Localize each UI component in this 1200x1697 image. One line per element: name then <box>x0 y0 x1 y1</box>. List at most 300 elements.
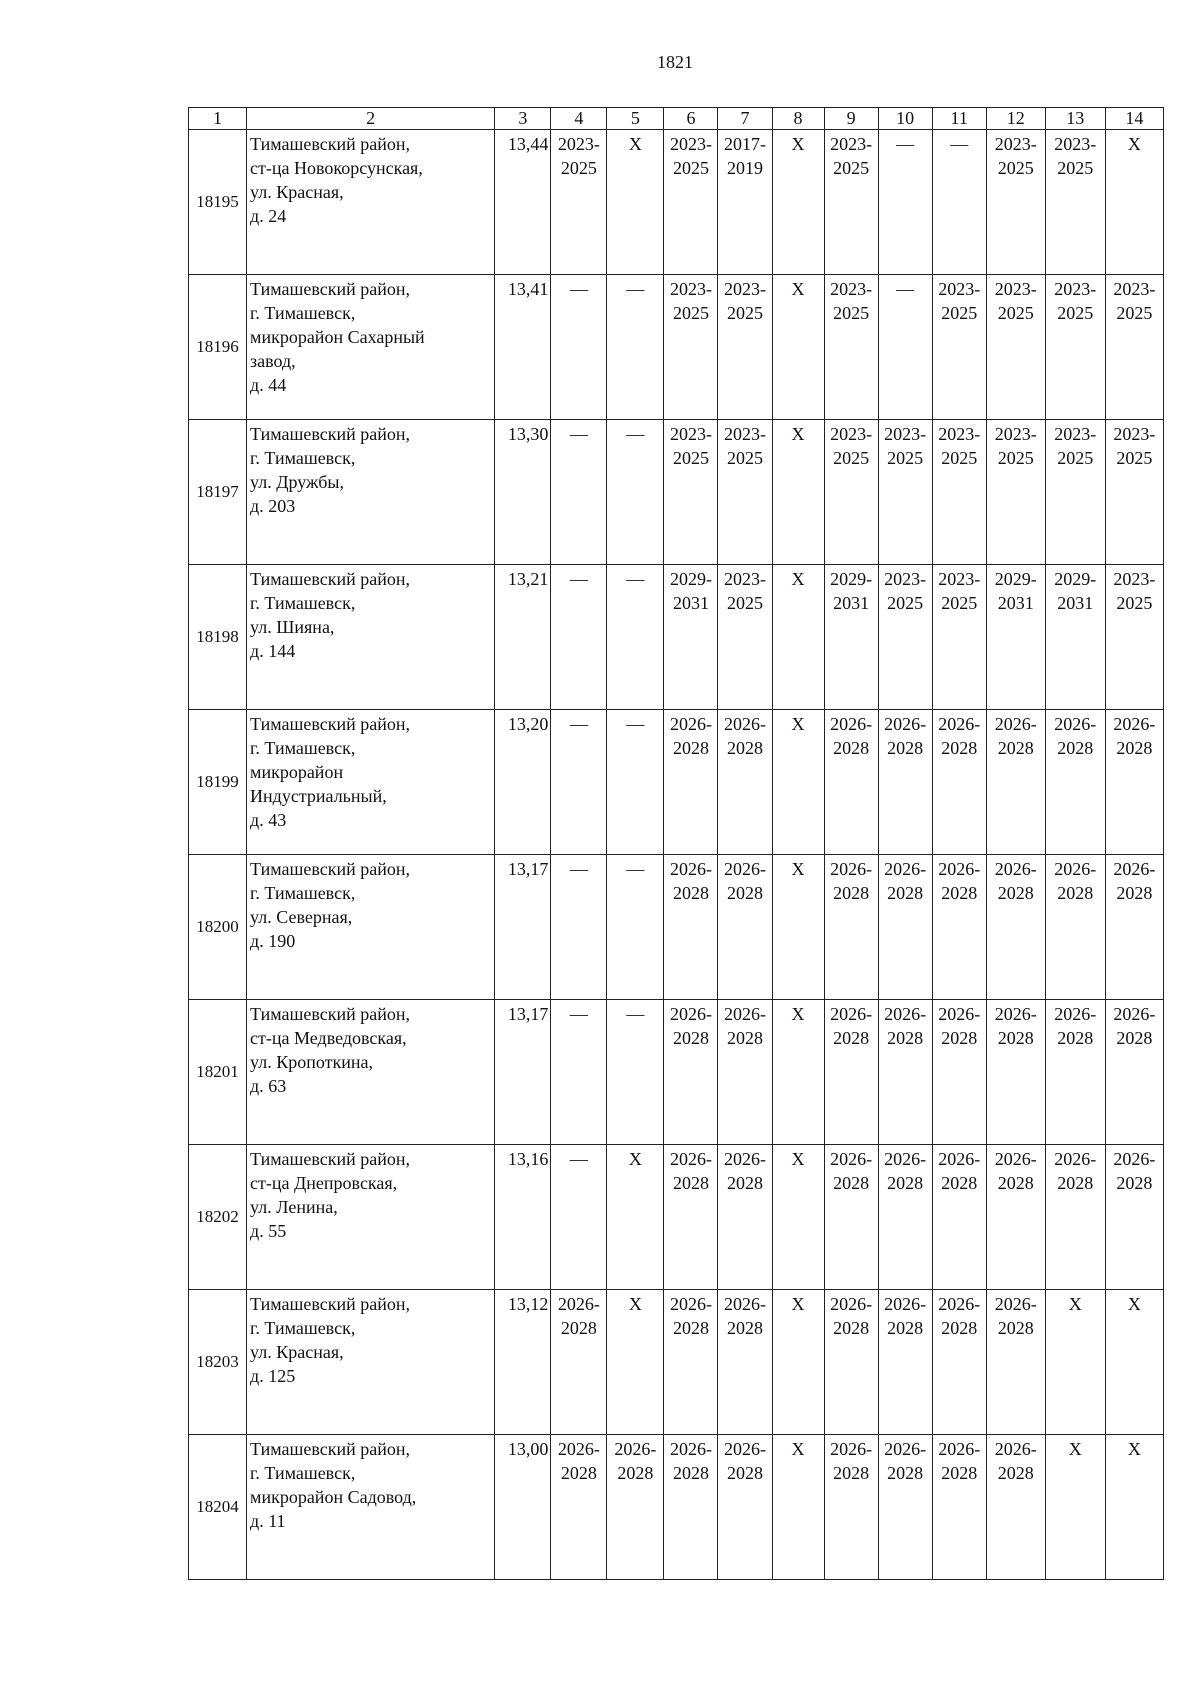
cell-line: 2023- <box>830 134 873 154</box>
cell-line: 2023- <box>669 424 712 444</box>
cell-line: 2028 <box>887 883 924 903</box>
period-cell <box>878 710 932 855</box>
period-cell <box>607 855 664 1000</box>
table-row <box>189 710 1164 855</box>
address-line: ул. Дружбы, <box>250 472 344 492</box>
period-cell <box>664 565 718 710</box>
period-cell <box>772 420 824 565</box>
address-line: д. 44 <box>250 375 287 395</box>
period-cell <box>986 1435 1045 1580</box>
cell-line: 2031 <box>997 593 1034 613</box>
cell-line: 2031 <box>672 593 709 613</box>
period-cell <box>824 1145 878 1290</box>
period-cell <box>1105 1145 1163 1290</box>
cell-line: 2023- <box>1113 279 1156 299</box>
cell-line: 2031 <box>833 593 870 613</box>
address-line: д. 24 <box>250 206 287 226</box>
period-cell <box>1105 275 1163 420</box>
cell-line: 2028 <box>1057 738 1094 758</box>
period-cell <box>607 130 664 275</box>
period-cell <box>607 1145 664 1290</box>
period-cell <box>878 1145 932 1290</box>
column-header: 1 <box>189 108 247 130</box>
cell-line: 2026- <box>884 1004 927 1024</box>
cell-line: — <box>569 569 588 589</box>
cell-line: 2028 <box>1116 1028 1153 1048</box>
period-cell <box>878 1290 932 1435</box>
cell-line: 2026- <box>884 1149 927 1169</box>
cell-line: 2028 <box>672 738 709 758</box>
period-cell <box>1045 1000 1105 1145</box>
address-line: г. Тимашевск, <box>250 1318 356 1338</box>
cell-line: 2023- <box>938 424 981 444</box>
period-cell <box>1105 1290 1163 1435</box>
cell-line: 2028 <box>833 1028 870 1048</box>
cell-line: — <box>569 1149 588 1169</box>
cell-line: 2026- <box>884 859 927 879</box>
cell-line: 2026- <box>830 1294 873 1314</box>
value-cell: 13,17 <box>495 855 551 1000</box>
period-cell <box>551 1435 607 1580</box>
period-cell <box>986 855 1045 1000</box>
value-cell: 13,17 <box>495 1000 551 1145</box>
address-line: микрорайон Сахарный <box>250 327 425 347</box>
cell-line: 2026- <box>830 714 873 734</box>
cell-line: Х <box>791 569 805 589</box>
cell-line: 2025 <box>997 158 1034 178</box>
address-line: Тимашевский район, <box>250 1294 410 1314</box>
address-line: ст-ца Медведовская, <box>250 1028 407 1048</box>
address-cell <box>247 1145 495 1290</box>
column-header: 4 <box>551 108 607 130</box>
period-cell <box>664 130 718 275</box>
cell-line: 2025 <box>833 448 870 468</box>
cell-line: 2028 <box>833 1318 870 1338</box>
cell-line: — <box>569 424 588 444</box>
column-number-row <box>189 108 1164 130</box>
cell-line: 2025 <box>941 303 978 323</box>
cell-line: 2028 <box>560 1318 597 1338</box>
period-cell <box>1045 1435 1105 1580</box>
cell-line: 2028 <box>887 1028 924 1048</box>
address-cell <box>247 275 495 420</box>
cell-line: Х <box>628 1294 642 1314</box>
address-line: г. Тимашевск, <box>250 738 356 758</box>
address-line: ул. Ленина, <box>250 1197 338 1217</box>
period-cell <box>986 275 1045 420</box>
period-cell <box>986 1290 1045 1435</box>
cell-line: 2025 <box>727 448 763 468</box>
cell-line: 2028 <box>941 1463 978 1483</box>
period-cell <box>824 1435 878 1580</box>
column-header: 9 <box>824 108 878 130</box>
period-cell <box>1105 565 1163 710</box>
cell-line: 2028 <box>887 1463 924 1483</box>
cell-line: 2026- <box>724 1004 766 1024</box>
period-cell <box>1045 1145 1105 1290</box>
address-line: Тимашевский район, <box>250 134 410 154</box>
cell-line: 2025 <box>727 303 763 323</box>
cell-line: 2028 <box>997 738 1034 758</box>
cell-line: Х <box>1068 1439 1082 1459</box>
address-line: Тимашевский район, <box>250 1149 410 1169</box>
cell-line: — <box>569 1004 588 1024</box>
cell-line: Х <box>791 714 805 734</box>
cell-line: Х <box>1127 1439 1141 1459</box>
cell-line: 2026- <box>724 1439 766 1459</box>
cell-line: Х <box>791 859 805 879</box>
column-header: 14 <box>1105 108 1163 130</box>
period-cell <box>932 130 986 275</box>
cell-line: — <box>896 134 915 154</box>
cell-line: 2023- <box>557 134 600 154</box>
cell-line: Х <box>791 1004 805 1024</box>
address-line: Индустриальный, <box>250 786 387 806</box>
cell-line: 2028 <box>941 1028 978 1048</box>
cell-line: 2026- <box>1054 1004 1097 1024</box>
period-cell <box>824 710 878 855</box>
cell-line: — <box>569 279 588 299</box>
period-cell <box>607 565 664 710</box>
cell-line: 2026- <box>994 714 1037 734</box>
address-line: д. 43 <box>250 810 287 830</box>
period-cell <box>551 1145 607 1290</box>
cell-line: 2026- <box>994 1439 1037 1459</box>
cell-line: 2023- <box>938 569 981 589</box>
period-cell <box>607 710 664 855</box>
cell-line: 2023- <box>830 279 873 299</box>
address-line: Тимашевский район, <box>250 569 410 589</box>
period-cell <box>1045 1290 1105 1435</box>
cell-line: 2026- <box>994 1294 1037 1314</box>
cell-line: 2026- <box>1113 859 1156 879</box>
cell-line: 2028 <box>672 1028 709 1048</box>
table-row <box>189 130 1164 275</box>
period-cell <box>1045 565 1105 710</box>
period-cell <box>551 130 607 275</box>
period-cell <box>878 1435 932 1580</box>
cell-line: 2028 <box>833 738 870 758</box>
address-line: Тимашевский район, <box>250 1004 410 1024</box>
cell-line: 2025 <box>727 593 763 613</box>
table-row <box>189 1290 1164 1435</box>
record-number: 18202 <box>189 1145 247 1290</box>
housing-register-table <box>188 107 1164 1580</box>
period-cell <box>551 1000 607 1145</box>
cell-line: Х <box>791 1294 805 1314</box>
value-cell: 13,00 <box>495 1435 551 1580</box>
cell-line: 2023- <box>830 424 873 444</box>
period-cell <box>878 565 932 710</box>
address-line: д. 203 <box>250 496 296 516</box>
period-cell <box>718 130 772 275</box>
address-cell <box>247 1435 495 1580</box>
period-cell <box>878 1000 932 1145</box>
period-cell <box>772 710 824 855</box>
cell-line: 2026- <box>938 1004 981 1024</box>
cell-line: 2028 <box>1057 1173 1094 1193</box>
cell-line: 2023- <box>994 134 1037 154</box>
record-number: 18203 <box>189 1290 247 1435</box>
address-line: г. Тимашевск, <box>250 593 356 613</box>
address-cell <box>247 565 495 710</box>
cell-line: 2028 <box>727 1028 763 1048</box>
period-cell <box>664 1145 718 1290</box>
value-cell: 13,16 <box>495 1145 551 1290</box>
cell-line: 2026- <box>884 1294 927 1314</box>
address-line: Тимашевский район, <box>250 279 410 299</box>
cell-line: 2028 <box>941 738 978 758</box>
period-cell <box>1105 1000 1163 1145</box>
period-cell <box>986 1145 1045 1290</box>
period-cell <box>932 1000 986 1145</box>
period-cell <box>878 275 932 420</box>
cell-line: 2028 <box>887 1318 924 1338</box>
cell-line: — <box>626 279 645 299</box>
address-cell <box>247 855 495 1000</box>
cell-line: 2019 <box>727 158 763 178</box>
address-cell <box>247 420 495 565</box>
record-number: 18204 <box>189 1435 247 1580</box>
address-line: микрорайон <box>250 762 344 782</box>
table-row <box>189 855 1164 1000</box>
cell-line: 2028 <box>997 1463 1034 1483</box>
period-cell <box>607 420 664 565</box>
period-cell <box>1045 130 1105 275</box>
cell-line: 2026- <box>938 1439 981 1459</box>
cell-line: 2025 <box>672 303 709 323</box>
column-header: 8 <box>772 108 824 130</box>
cell-line: 2025 <box>560 158 597 178</box>
table-row <box>189 1145 1164 1290</box>
cell-line: 2028 <box>833 1463 870 1483</box>
cell-line: 2028 <box>887 1173 924 1193</box>
address-line: д. 55 <box>250 1221 287 1241</box>
cell-line: 2028 <box>672 1318 709 1338</box>
period-cell <box>551 710 607 855</box>
cell-line: 2031 <box>1057 593 1094 613</box>
cell-line: 2028 <box>941 1318 978 1338</box>
record-number: 18195 <box>189 130 247 275</box>
period-cell <box>1105 420 1163 565</box>
cell-line: 2026- <box>557 1294 600 1314</box>
cell-line: — <box>569 714 588 734</box>
address-cell <box>247 710 495 855</box>
address-line: Тимашевский район, <box>250 1439 410 1459</box>
value-cell: 13,20 <box>495 710 551 855</box>
period-cell <box>878 130 932 275</box>
column-header: 12 <box>986 108 1045 130</box>
period-cell <box>772 565 824 710</box>
cell-line: Х <box>791 279 805 299</box>
cell-line: 2028 <box>560 1463 597 1483</box>
table-row <box>189 275 1164 420</box>
address-line: г. Тимашевск, <box>250 883 356 903</box>
cell-line: 2026- <box>1113 1004 1156 1024</box>
cell-line: 2029- <box>994 569 1037 589</box>
cell-line: — <box>626 1004 645 1024</box>
cell-line: 2025 <box>941 448 978 468</box>
cell-line: Х <box>791 134 805 154</box>
cell-line: 2026- <box>724 1294 766 1314</box>
period-cell <box>772 1000 824 1145</box>
period-cell <box>718 1290 772 1435</box>
cell-line: Х <box>628 134 642 154</box>
cell-line: — <box>626 714 645 734</box>
cell-line: 2023- <box>724 569 766 589</box>
cell-line: 2023- <box>669 279 712 299</box>
cell-line: 2026- <box>1054 859 1097 879</box>
period-cell <box>986 710 1045 855</box>
cell-line: 2025 <box>1116 593 1153 613</box>
period-cell <box>824 1000 878 1145</box>
cell-line: 2026- <box>938 714 981 734</box>
period-cell <box>824 565 878 710</box>
period-cell <box>1045 710 1105 855</box>
cell-line: 2025 <box>672 448 709 468</box>
period-cell <box>772 855 824 1000</box>
period-cell <box>607 1290 664 1435</box>
cell-line: 2028 <box>727 738 763 758</box>
period-cell <box>551 565 607 710</box>
cell-line: 2028 <box>727 1463 763 1483</box>
cell-line: 2029- <box>830 569 873 589</box>
address-cell <box>247 1290 495 1435</box>
period-cell <box>1045 275 1105 420</box>
address-line: д. 125 <box>250 1366 296 1386</box>
period-cell <box>824 1290 878 1435</box>
address-line: г. Тимашевск, <box>250 303 356 323</box>
column-header: 10 <box>878 108 932 130</box>
period-cell <box>772 130 824 275</box>
cell-line: 2026- <box>669 1439 712 1459</box>
table-row <box>189 1435 1164 1580</box>
cell-line: 2025 <box>833 303 870 323</box>
cell-line: 2028 <box>727 1173 763 1193</box>
period-cell <box>986 130 1045 275</box>
cell-line: 2023- <box>884 424 927 444</box>
address-line: ст-ца Днепровская, <box>250 1173 398 1193</box>
cell-line: 2028 <box>1057 883 1094 903</box>
period-cell <box>878 855 932 1000</box>
cell-line: 2025 <box>1057 448 1094 468</box>
record-number: 18201 <box>189 1000 247 1145</box>
cell-line: 2026- <box>614 1439 657 1459</box>
address-line: д. 144 <box>250 641 296 661</box>
period-cell <box>932 855 986 1000</box>
cell-line: 2026- <box>830 1149 873 1169</box>
cell-line: 2028 <box>1116 1173 1153 1193</box>
cell-line: 2026- <box>884 1439 927 1459</box>
cell-line: 2023- <box>1113 569 1156 589</box>
period-cell <box>824 855 878 1000</box>
cell-line: 2026- <box>669 1294 712 1314</box>
address-cell <box>247 1000 495 1145</box>
cell-line: 2028 <box>617 1463 654 1483</box>
period-cell <box>932 565 986 710</box>
cell-line: 2028 <box>672 1463 709 1483</box>
address-line: завод, <box>250 351 296 371</box>
cell-line: — <box>626 569 645 589</box>
cell-line: Х <box>791 1149 805 1169</box>
cell-line: 2023- <box>1054 424 1097 444</box>
cell-line: 2026- <box>1054 1149 1097 1169</box>
cell-line: 2023- <box>1113 424 1156 444</box>
cell-line: 2023- <box>994 279 1037 299</box>
value-cell: 13,41 <box>495 275 551 420</box>
cell-line: 2025 <box>887 448 924 468</box>
cell-line: 2025 <box>887 593 924 613</box>
cell-line: 2023- <box>994 424 1037 444</box>
cell-line: 2025 <box>1116 448 1153 468</box>
address-line: ул. Северная, <box>250 907 353 927</box>
period-cell <box>932 420 986 565</box>
cell-line: Х <box>791 424 805 444</box>
cell-line: 2023- <box>884 569 927 589</box>
period-cell <box>551 275 607 420</box>
cell-line: Х <box>1127 134 1141 154</box>
cell-line: — <box>896 279 915 299</box>
cell-line: 2028 <box>997 883 1034 903</box>
cell-line: 2026- <box>1113 1149 1156 1169</box>
period-cell <box>932 1435 986 1580</box>
cell-line: 2028 <box>833 883 870 903</box>
cell-line: Х <box>791 1439 805 1459</box>
period-cell <box>1045 420 1105 565</box>
period-cell <box>718 1145 772 1290</box>
cell-line: 2026- <box>1113 714 1156 734</box>
cell-line: — <box>950 134 969 154</box>
cell-line: 2028 <box>1116 738 1153 758</box>
address-cell <box>247 130 495 275</box>
period-cell <box>718 1000 772 1145</box>
cell-line: 2028 <box>672 883 709 903</box>
address-line: д. 63 <box>250 1076 287 1096</box>
cell-line: 2029- <box>669 569 712 589</box>
address-line: ул. Шияна, <box>250 617 335 637</box>
cell-line: 2028 <box>887 738 924 758</box>
column-header: 6 <box>664 108 718 130</box>
address-line: д. 11 <box>250 1511 286 1531</box>
cell-line: 2026- <box>724 1149 766 1169</box>
period-cell <box>932 710 986 855</box>
period-cell <box>664 1290 718 1435</box>
value-cell: 13,21 <box>495 565 551 710</box>
cell-line: 2025 <box>997 303 1034 323</box>
period-cell <box>551 1290 607 1435</box>
address-line: Тимашевский район, <box>250 424 410 444</box>
address-line: г. Тимашевск, <box>250 1463 356 1483</box>
period-cell <box>551 855 607 1000</box>
cell-line: 2025 <box>997 448 1034 468</box>
cell-line: 2026- <box>938 1149 981 1169</box>
period-cell <box>664 1435 718 1580</box>
period-cell <box>1105 710 1163 855</box>
cell-line: 2026- <box>994 1004 1037 1024</box>
period-cell <box>607 275 664 420</box>
address-line: д. 190 <box>250 931 296 951</box>
record-number: 18197 <box>189 420 247 565</box>
cell-line: 2023- <box>669 134 712 154</box>
cell-line: 2023- <box>724 279 766 299</box>
cell-line: 2026- <box>884 714 927 734</box>
address-line: ул. Кропоткина, <box>250 1052 374 1072</box>
cell-line: 2028 <box>997 1173 1034 1193</box>
cell-line: Х <box>1127 1294 1141 1314</box>
address-line: Тимашевский район, <box>250 859 410 879</box>
period-cell <box>1105 130 1163 275</box>
cell-line: 2028 <box>941 883 978 903</box>
